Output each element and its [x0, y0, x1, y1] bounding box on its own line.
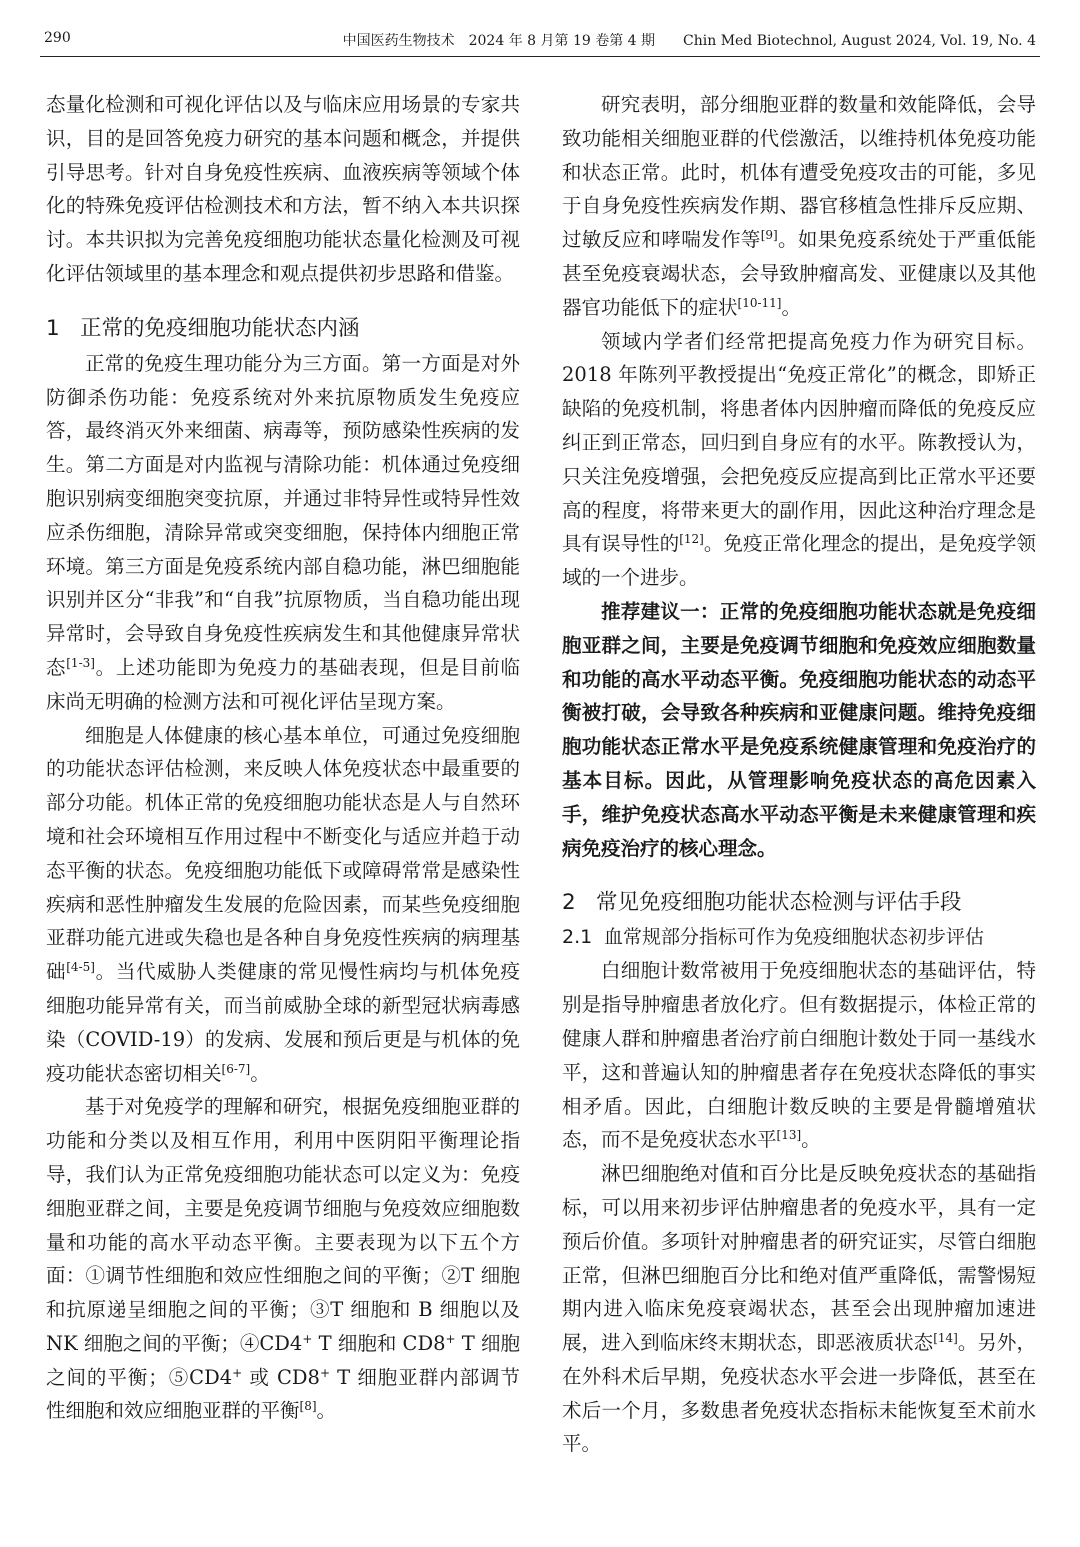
section-2-1-heading [562, 921, 1036, 954]
citation: [10-11] [737, 295, 782, 310]
left-column [46, 88, 520, 1428]
citation: [12] [679, 532, 704, 547]
section-number: 2 [562, 890, 576, 916]
running-header [40, 30, 1040, 57]
paragraph: 正常的免疫生理功能分为三方面。第一方面是对外防御杀伤功能：免疫系统对外来抗原物质发生免疫应答，最终消灭外来细菌、病毒等，预防感染性疾病的发生。第二方面是对内监视与清除功能：机体通过免疫细胞识别病变细胞突变抗原，并通过非特异性或特异性效应杀伤细胞，清除异常或突变细胞，保持体内细胞正常环境。第三方面是免疫系统内部自稳功能，淋巴细胞能识别并区分“非我”和“自我”抗原物质，当自稳功能出现异常时，会导致自身免疫性疾病发生和其他健康异常状态[1-3]。上述功能即为免疫力的基础表现，但是目前临床尚无明确的检测方法和可视化评估呈现方案。 [46, 351, 520, 713]
intro-paragraph: 态量化检测和可视化评估以及与临床应用场景的专家共识，目的是回答免疫力研究的基本问题和概念，并提供引导思考。针对自身免疫性疾病、血液疾病等领域个体化的特殊免疫评估检测技术和方法，暂不纳入本共识探讨。本共识拟为完善免疫细胞功能状态量化检测及可视化评估领域里的基本理念和观点提供初步思路和借鉴。 [46, 93, 520, 285]
citation: [8] [299, 1399, 317, 1414]
citation: [4-5] [66, 960, 95, 975]
paragraph: 领域内学者们经常把提高免疫力作为研究目标。2018 年陈列平教授提出“免疫正常化”的概念，即矫正缺陷的免疫机制，将患者体内因肿瘤而降低的免疫反应纠正到正常态，回归到自身应有的水平。陈教授认为，只关注免疫增强，会把免疫反应提高到比正常水平还要高的程度，将带来更大的副作用，因此这种治疗理念是具有误导性的[12]。免疫正常化理念的提出，是免疫学领域的一个进步。 [562, 329, 1036, 590]
section-title: 常见免疫细胞功能状态检测与评估手段 [596, 890, 962, 916]
journal-citation: 中国医药生物技术 2024 年 8 月第 19 卷第 4 期 Chin Med Biotechnol, August 2024, Vol. 19, No. 4 [342, 33, 1036, 49]
citation: [14] [933, 1331, 958, 1346]
citation: [6-7] [221, 1061, 251, 1076]
citation: [13] [776, 1128, 802, 1143]
section-title: 正常的免疫细胞功能状态内涵 [80, 315, 360, 341]
paragraph: 细胞是人体健康的核心基本单位，可通过免疫细胞的功能状态评估检测，来反映人体免疫状态中最重要的部分功能。机体正常的免疫细胞功能状态是人与自然环境和社会环境相互作用过程中不断变化与适应并趋于动态平衡的状态。免疫细胞功能低下或障碍常常是感染性疾病和恶性肿瘤发生发展的危险因素，而某些免疫细胞亚群功能亢进或失稳也是各种自身免疫性疾病的病理基础[4-5]。当代威胁人类健康的常见慢性病均与机体免疫细胞功能异常有关，而当前威胁全球的新型冠状病毒感染（COVID-19）的发病、发展和预后更是与机体的免疫功能状态密切相关[6-7]。 [46, 723, 520, 1085]
section-2-heading [562, 885, 1036, 921]
section-number: 1 [46, 315, 60, 341]
paragraph: 研究表明，部分细胞亚群的数量和效能降低，会导致功能相关细胞亚群的代偿激活，以维持机体免疫功能和状态正常。此时，机体有遭受免疫攻击的可能，多见于自身免疫性疾病发作期、器官移植急性排斥反应期、过敏反应和哮喘发作等[9]。如果免疫系统处于严重低能甚至免疫衰竭状态，会导致肿瘤高发、亚健康以及其他器官功能低下的症状[10-11]。 [562, 93, 1036, 319]
right-column [562, 88, 1036, 1461]
paragraph: 基于对免疫学的理解和研究，根据免疫细胞亚群的功能和分类以及相互作用，利用中医阴阳平衡理论指导，我们认为正常免疫细胞功能状态可以定义为：免疫细胞亚群之间，主要是免疫调节细胞与免疫效应细胞数量和功能的高水平动态平衡。主要表现为以下五个方面：①调节性细胞和效应性细胞之间的平衡；②T 细胞和抗原递呈细胞之间的平衡；③T 细胞和 B 细胞以及 NK 细胞之间的平衡；④CD4+ T 细胞和 CD8+ T 细胞之间的平衡；⑤CD4+ 或 CD8+ T 细胞亚群内部调节性细胞和效应细胞亚群的平衡[8]。 [46, 1095, 521, 1423]
section-1-heading [46, 311, 520, 347]
page-number: 290 [44, 30, 71, 46]
subsection-number: 2.1 [562, 926, 593, 949]
recommendation-1: 推荐建议一：正常的免疫细胞功能状态就是免疫细胞亚群之间，主要是免疫调节细胞和免疫效应细胞数量和功能的高水平动态平衡。免疫细胞功能状态的动态平衡被打破，会导致各种疾病和亚健康问题。维持免疫细胞功能状态正常水平是免疫系统健康管理和免疫治疗的基本目标。因此，从管理影响免疫状态的高危因素入手，维护免疫状态高水平动态平衡是未来健康管理和疾病免疫治疗的核心理念。 [562, 599, 1036, 860]
citation: [1-3] [66, 655, 95, 670]
paragraph: 淋巴细胞绝对值和百分比是反映免疫状态的基础指标，可以用来初步评估肿瘤患者的免疫水平，具有一定预后价值。多项针对肿瘤患者的研究证实，尽管白细胞正常，但淋巴细胞百分比和绝对值严重降低，需警惕短期内进入临床免疫衰竭状态，甚至会出现肿瘤加速进展，进入到临床终末期状态，即恶液质状态[14]。另外，在外科术后早期，免疫状态水平会进一步降低，甚至在术后一个月，多数患者免疫状态指标未能恢复至术前水平。 [562, 1162, 1036, 1456]
subsection-title: 血常规部分指标可作为免疫细胞状态初步评估 [604, 926, 985, 949]
citation: [9] [760, 228, 778, 243]
paragraph: 白细胞计数常被用于免疫细胞状态的基础评估，特别是指导肿瘤患者放化疗。但有数据提示，体检正常的健康人群和肿瘤患者治疗前白细胞计数处于同一基线水平，这和普遍认知的肿瘤患者存在免疫状态降低的事实相矛盾。因此，白细胞计数反映的主要是骨髓增殖状态，而不是免疫状态水平[13]。 [562, 959, 1036, 1152]
